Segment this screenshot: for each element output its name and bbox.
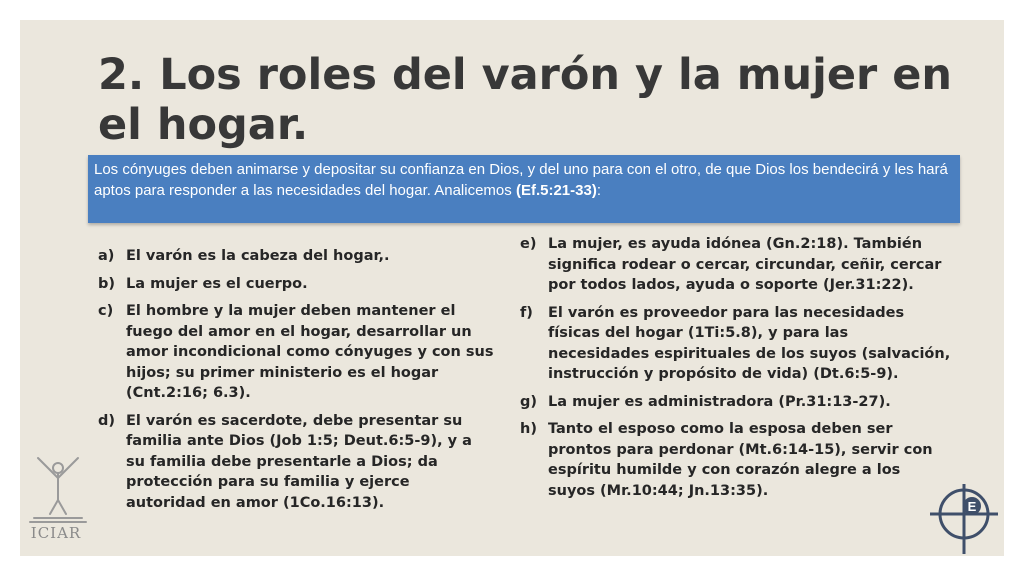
list-item	[98, 301, 494, 404]
intro-box	[88, 155, 960, 223]
list-marker: g)	[520, 393, 538, 410]
logo-text: ICIAR	[30, 524, 82, 542]
list-item-text: El hombre y la mujer deben mantener el fuego del amor en el hogar, desarrollar un amor incondicional como cónyuges y con sus hijos; su primer ministerio es el hogar (Cnt.2:16; 6.3).	[126, 303, 494, 401]
list-item-text: La mujer, es ayuda idónea (Gn.2:18). También significa rodear o cercar, circundar, ceñir, cercar por todos lados, ayuda o soporte (Jer.31:22).	[548, 236, 942, 293]
list-marker: b)	[98, 275, 116, 292]
slide-title: 2. Los roles del varón y la mujer en el hogar.	[98, 50, 952, 150]
list-marker: a)	[98, 248, 115, 264]
list-item	[98, 274, 494, 295]
list-item-text: El varón es sacerdote, debe presentar su familia ante Dios (Job 1:5; Deut.6:5-9), y a su familia debe presentarle a Dios; da protección para su familia y ejerce autoridad en amor (1Co.16:13).	[126, 412, 472, 511]
list-item	[520, 234, 952, 296]
list-marker: h)	[520, 421, 537, 437]
intro-tail: :	[596, 182, 601, 199]
list-item	[520, 303, 952, 385]
intro-reference: (Ef.5:21-33)	[515, 182, 597, 199]
iciar-logo-icon	[16, 448, 96, 528]
list-item	[98, 246, 494, 267]
compass-icon	[926, 484, 998, 556]
list-marker: d)	[98, 412, 116, 429]
list-item-text: El varón es proveedor para las necesidades físicas del hogar (1Ti:5.8), y para las necesidades espirituales de los suyos (salvación, instrucción y propósito de vida) (Dt.6:5-9).	[548, 304, 951, 382]
slide	[20, 20, 1004, 556]
intro-text: Los cónyuges deben animarse y depositar su confianza en Dios, y del uno para con el otro, de que Dios los bendecirá y les hará aptos para responder a las necesidades del hogar. Analicemos	[94, 161, 948, 199]
iciar-logo	[16, 448, 96, 548]
list-item	[520, 392, 952, 413]
list-item-text: La mujer es el cuerpo.	[126, 275, 308, 292]
list-item	[98, 411, 494, 514]
list-item-text: Tanto el esposo como la esposa deben ser prontos para perdonar (Mt.6:14-15), servir con espíritu humilde y con corazón alegre a los suyos (Mr.10:44; Jn.13:35).	[548, 421, 933, 499]
left-list	[98, 246, 494, 520]
compass-letter: E	[967, 499, 977, 514]
list-item	[520, 419, 952, 501]
list-item-text: La mujer es administradora (Pr.31:13-27).	[548, 393, 891, 410]
list-marker: f)	[520, 304, 533, 321]
list-marker: c)	[98, 303, 114, 319]
right-list	[520, 234, 952, 508]
list-marker: e)	[520, 236, 537, 252]
list-item-text: El varón es la cabeza del hogar,.	[126, 248, 390, 264]
